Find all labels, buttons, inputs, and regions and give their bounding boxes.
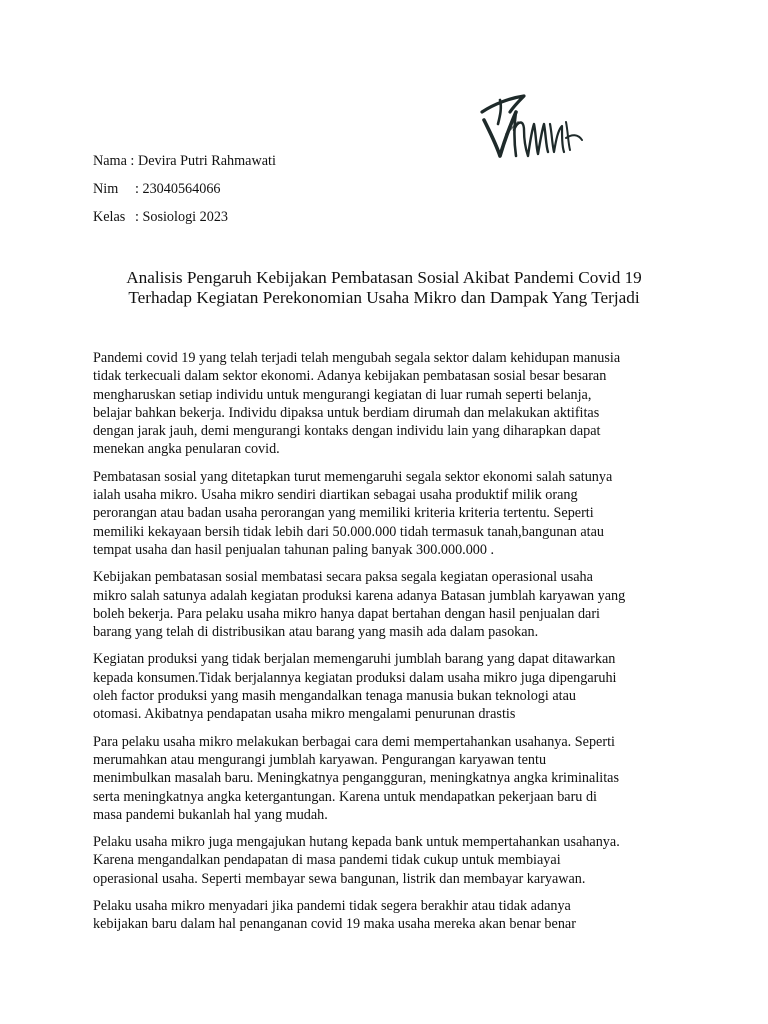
- paragraph-line: Kebijakan pembatasan sosial membatasi secara paksa segala kegiatan operasional usaha: [93, 569, 593, 586]
- paragraph-line: masa pandemi bukanlah hal yang mudah.: [93, 806, 328, 823]
- paragraph-line: oleh factor produksi yang masih mengandalkan tenaga manusia bukan teknologi atau: [93, 688, 577, 705]
- paragraph-line: Pelaku usaha mikro menyadari jika pandemi tidak segera berakhir atau tidak adanya: [93, 898, 571, 915]
- body-paragraph: [93, 349, 683, 459]
- identity-row-name: [93, 152, 276, 170]
- paragraph-line: tidak terkecuali dalam sektor ekonomi. Adanya kebijakan pembatasan sosial besar besaran: [93, 368, 607, 385]
- name-label: Nama :: [93, 153, 135, 169]
- paragraph-line: menekan angka penularan covid.: [93, 441, 280, 458]
- body-paragraph: [93, 733, 683, 824]
- paragraph-line: memiliki kekayaan bersih tidak lebih dari 50.000.000 tidah termasuk tanah,bangunan atau: [93, 523, 604, 540]
- body-paragraph: [93, 468, 683, 559]
- paragraph-line: otomasi. Akibatnya pendapatan usaha mikro mengalami penurunan drastis: [93, 706, 516, 723]
- title-line-1: Analisis Pengaruh Kebijakan Pembatasan Sosial Akibat Pandemi Covid 19: [126, 268, 642, 287]
- document-body: [93, 349, 683, 943]
- paragraph-line: dengan jarak jauh, demi mengurangi kontaks dengan individu lain yang diharapkan dapat: [93, 423, 601, 440]
- handwritten-signature: [470, 86, 590, 166]
- paragraph-line: boleh bekerja. Para pelaku usaha mikro hanya dapat bertahan dengan hasil penjualan dari: [93, 605, 601, 622]
- paragraph-line: mengharuskan setiap individu untuk mengurangi kegiatan di luar rumah seperti belanja,: [93, 386, 592, 403]
- paragraph-line: barang yang telah di distribusikan atau barang yang masih ada dalam pasokan.: [93, 624, 539, 641]
- body-paragraph: [93, 568, 683, 641]
- paragraph-line: ialah usaha mikro. Usaha mikro sendiri diartikan sebagai usaha produktif milik orang: [93, 487, 578, 504]
- paragraph-line: Para pelaku usaha mikro melakukan berbagai cara demi mempertahankan usahanya. Seperti: [93, 733, 615, 750]
- kelas-value: : Sosiologi 2023: [135, 209, 229, 225]
- body-paragraph: [93, 897, 683, 934]
- document-title: [60, 268, 708, 308]
- paragraph-line: Kegiatan produksi yang tidak berjalan memengaruhi jumblah barang yang dapat ditawarkan: [93, 651, 616, 668]
- paragraph-line: mikro salah satunya adalah kegiatan produksi karena adanya Batasan jumblah karyawan yang: [93, 587, 626, 604]
- kelas-label: Kelas: [93, 209, 126, 225]
- paragraph-line: Pembatasan sosial yang ditetapkan turut memengaruhi segala sektor ekonomi salah satunya: [93, 468, 613, 485]
- paragraph-line: serta meningkatnya angka ketergantungan. Karena untuk mendapatkan pekerjaan baru di: [93, 788, 597, 805]
- paragraph-line: Pelaku usaha mikro juga mengajukan hutang kepada bank untuk mempertahankan usahanya.: [93, 834, 620, 851]
- paragraph-line: kebijakan baru dalam hal penanganan covid 19 maka usaha mereka akan benar benar: [93, 916, 576, 933]
- paragraph-line: tempat usaha dan hasil penjualan tahunan paling banyak 300.000.000 .: [93, 541, 495, 558]
- body-paragraph: [93, 650, 683, 723]
- paragraph-line: merumahkan atau mengurangi jumblah karyawan. Pengurangan karyawan tentu: [93, 751, 547, 768]
- student-identity: [93, 152, 276, 236]
- identity-row-kelas: [93, 208, 276, 226]
- body-paragraph: [93, 833, 683, 888]
- identity-row-nim: [93, 180, 276, 198]
- title-line-2: Terhadap Kegiatan Perekonomian Usaha Mikro dan Dampak Yang Terjadi: [128, 288, 640, 307]
- paragraph-line: belajar bahkan bekerja. Individu dipaksa untuk berdiam dirumah dan melakukan aktifitas: [93, 404, 600, 421]
- paragraph-line: operasional usaha. Seperti membayar sewa bangunan, listrik dan membayar karyawan.: [93, 870, 586, 887]
- nim-label: Nim: [93, 181, 119, 197]
- paragraph-line: perorangan atau badan usaha perorangan yang memiliki kriteria kriteria tertentu. Seperti: [93, 505, 594, 522]
- name-value: Devira Putri Rahmawati: [138, 153, 276, 169]
- paragraph-line: Pandemi covid 19 yang telah terjadi telah mengubah segala sektor dalam kehidupan manusia: [93, 350, 621, 366]
- nim-value: : 23040564066: [135, 181, 221, 197]
- paragraph-line: menimbulkan masalah baru. Meningkatnya pengangguran, meningkatnya angka kriminalitas: [93, 770, 619, 787]
- paragraph-line: kepada konsumen.Tidak berjalannya kegiatan produksi dalam usaha mikro juga dipengaruhi: [93, 669, 617, 686]
- paragraph-line: Karena mengandalkan pendapatan di masa pandemi tidak cukup untuk membiayai: [93, 852, 561, 869]
